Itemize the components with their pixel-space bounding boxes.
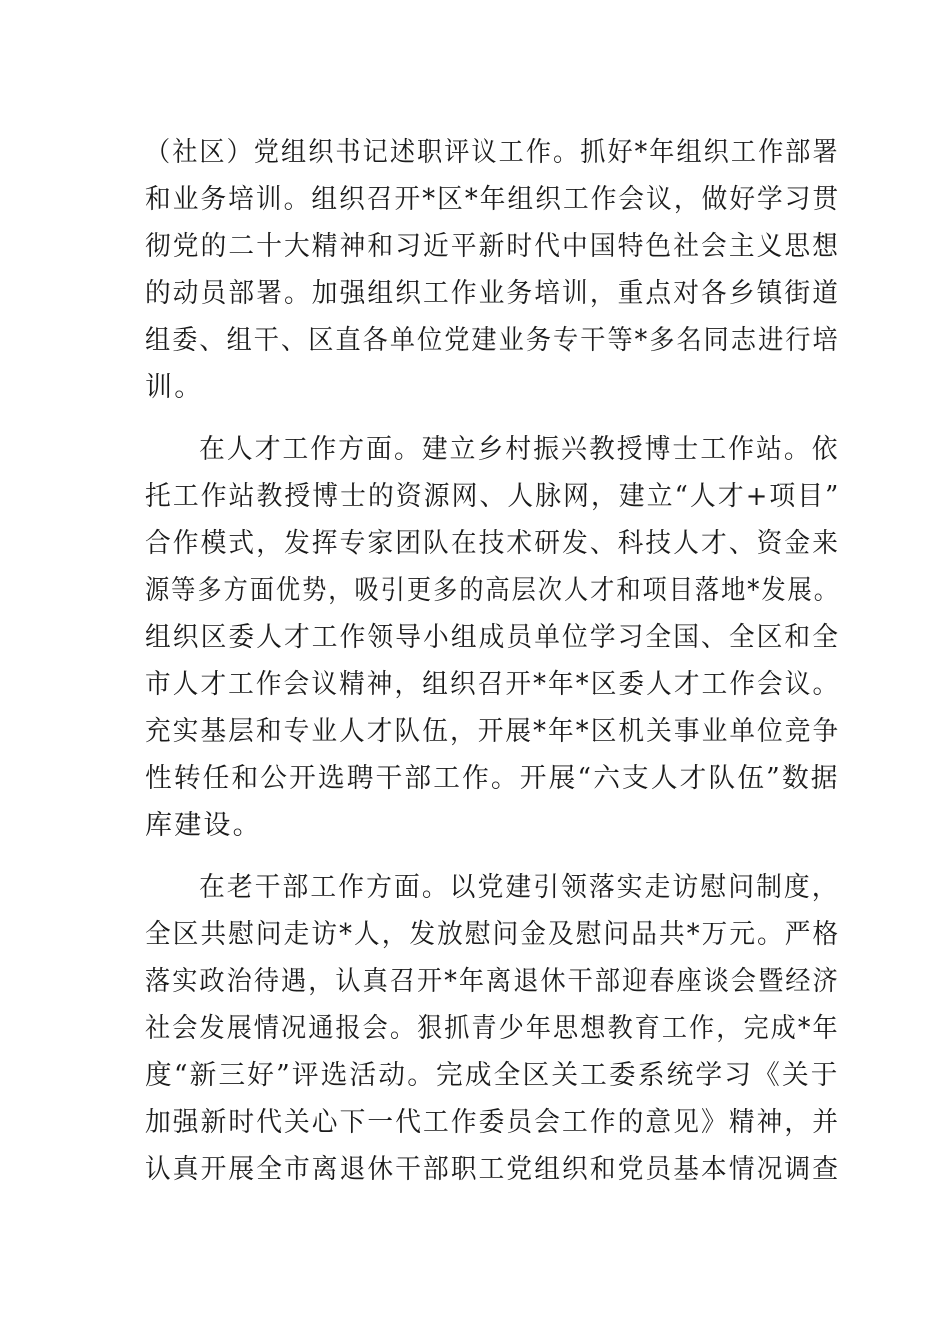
text-line: 库建设。	[145, 810, 262, 841]
text-line: 的动员部署。加强组织工作业务培训，重点对各乡镇街道	[145, 278, 841, 309]
text-line: 度“新三好”评选活动。完成全区关工委系统学习《关于	[145, 1060, 840, 1091]
text-line: 认真开展全市离退休干部职工党组织和党员基本情况调查	[145, 1154, 841, 1185]
text-line: 合作模式，发挥专家团队在技术研发、科技人才、资金来	[145, 528, 841, 559]
text-line: 社会发展情况通报会。狠抓青少年思想教育工作，完成*年	[145, 1013, 840, 1044]
text-line: 组委、组干、区直各单位党建业务专干等*多名同志进行培	[145, 325, 840, 356]
paragraph-first-line: 在人才工作方面。建立乡村振兴教授博士工作站。依	[199, 434, 840, 465]
text-line: 源等多方面优势，吸引更多的高层次人才和项目落地*发展。	[145, 575, 840, 606]
text-line: 落实政治待遇，认真召开*年离退休干部迎春座谈会暨经济	[145, 966, 840, 997]
text-line: 全区共慰问走访*人，发放慰问金及慰问品共*万元。严格	[145, 919, 841, 950]
text-line: 托工作站教授博士的资源网、人脉网，建立“人才+项目”	[145, 481, 841, 512]
text-line: 组织区委人才工作领导小组成员单位学习全国、全区和全	[145, 622, 841, 653]
text-line: 彻党的二十大精神和习近平新时代中国特色社会主义思想	[145, 231, 841, 262]
text-line: 性转任和公开选聘干部工作。开展“六支人才队伍”数据	[145, 763, 840, 794]
paragraph-first-line: 在老干部工作方面。以党建引领落实走访慰问制度，	[199, 872, 840, 903]
text-line: 训。	[145, 372, 204, 403]
text-line: 充实基层和专业人才队伍，开展*年*区机关事业单位竞争	[145, 716, 841, 747]
text-line: （社区）党组织书记述职评议工作。抓好*年组织工作部署	[145, 137, 840, 168]
text-line: 加强新时代关心下一代工作委员会工作的意见》精神，并	[145, 1107, 841, 1138]
text-line: 市人才工作会议精神，组织召开*年*区委人才工作会议。	[145, 669, 841, 700]
text-line: 和业务培训。组织召开*区*年组织工作会议，做好学习贯	[145, 184, 841, 215]
